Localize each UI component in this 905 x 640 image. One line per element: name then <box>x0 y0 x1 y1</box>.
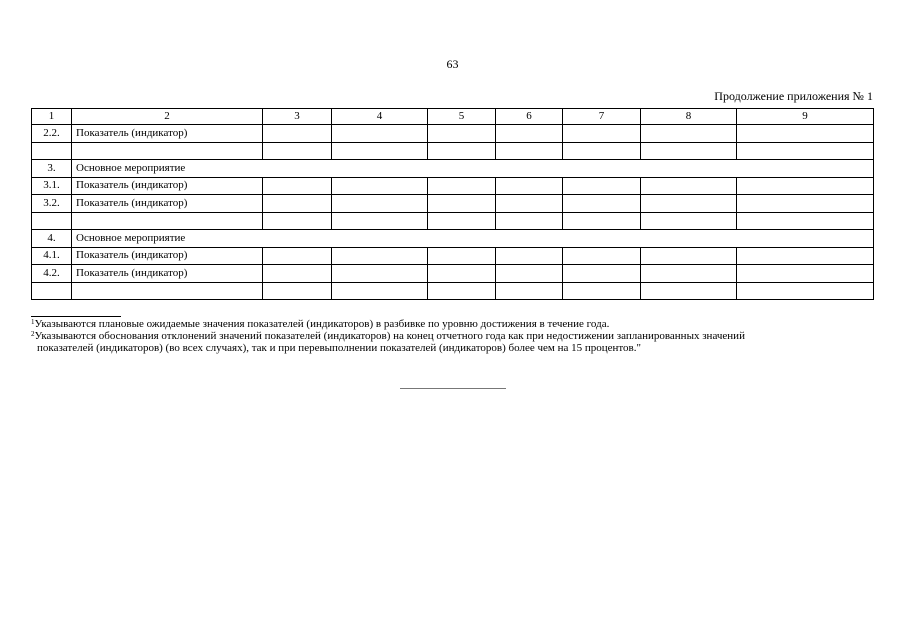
table-cell <box>332 195 428 213</box>
row-text <box>72 212 263 230</box>
row-number: 3.1. <box>32 177 72 195</box>
table-cell <box>263 212 332 230</box>
table-cell <box>263 195 332 213</box>
table-cell <box>332 177 428 195</box>
row-number <box>32 142 72 160</box>
row-number: 4. <box>32 230 72 248</box>
table-cell <box>332 265 428 283</box>
table-cell <box>428 265 496 283</box>
table-cell <box>563 125 641 143</box>
footnote-separator <box>31 316 121 317</box>
table-row <box>32 265 874 283</box>
table-cell <box>641 212 737 230</box>
row-number: 3.2. <box>32 195 72 213</box>
column-header: 6 <box>496 109 563 125</box>
row-text <box>72 282 263 300</box>
column-header: 1 <box>32 109 72 125</box>
table-cell <box>737 195 874 213</box>
footnote-2 <box>31 330 877 354</box>
footnote-mark: 1 <box>31 318 35 326</box>
table-cell <box>263 142 332 160</box>
table-cell <box>496 282 563 300</box>
table-header-row <box>32 109 874 125</box>
table-cell <box>641 195 737 213</box>
table-cell <box>737 142 874 160</box>
table-cell <box>428 177 496 195</box>
footnote-mark: 2 <box>31 330 35 338</box>
table-cell <box>263 282 332 300</box>
table-cell <box>332 125 428 143</box>
table-cell <box>563 247 641 265</box>
row-text: Показатель (индикатор) <box>72 195 263 213</box>
column-header: 7 <box>563 109 641 125</box>
table-cell <box>641 142 737 160</box>
row-text: Показатель (индикатор) <box>72 265 263 283</box>
table-cell <box>737 177 874 195</box>
table-cell <box>563 142 641 160</box>
table-row <box>32 125 874 143</box>
table-cell <box>737 265 874 283</box>
table-row <box>32 247 874 265</box>
column-header: 5 <box>428 109 496 125</box>
footnote-text: Указываются плановые ожидаемые значения показателей (индикаторов) в разбивке по уровню достижения в течение года. <box>34 318 610 330</box>
table-cell <box>428 282 496 300</box>
table-cell <box>737 212 874 230</box>
section-title: Основное мероприятие <box>72 230 874 248</box>
table-cell <box>332 247 428 265</box>
table-cell <box>563 212 641 230</box>
table-cell <box>496 247 563 265</box>
table-row <box>32 195 874 213</box>
column-header: 2 <box>72 109 263 125</box>
table-cell <box>563 265 641 283</box>
footnote-text-continued: показателей (индикаторов) (во всех случаях), так и при перевыполнении показателей (индикаторов) более чем на 15 процентов." <box>37 342 641 354</box>
footnotes <box>31 318 877 354</box>
table-row <box>32 177 874 195</box>
table-cell <box>641 265 737 283</box>
table-row <box>32 212 874 230</box>
row-number <box>32 212 72 230</box>
table-cell <box>428 142 496 160</box>
table-cell <box>332 142 428 160</box>
column-header: 4 <box>332 109 428 125</box>
table-cell <box>641 247 737 265</box>
table-row-section <box>32 160 874 178</box>
table-cell <box>496 265 563 283</box>
page-number: 63 <box>446 57 459 71</box>
table-cell <box>496 177 563 195</box>
table-cell <box>641 125 737 143</box>
row-number: 2.2. <box>32 125 72 143</box>
column-header: 8 <box>641 109 737 125</box>
table-cell <box>496 212 563 230</box>
table-cell <box>263 265 332 283</box>
column-header: 9 <box>737 109 874 125</box>
table-cell <box>496 125 563 143</box>
table-cell <box>428 195 496 213</box>
footnote-1 <box>31 318 877 330</box>
row-text: Показатель (индикатор) <box>72 177 263 195</box>
section-title: Основное мероприятие <box>72 160 874 178</box>
table-cell <box>263 247 332 265</box>
row-number <box>32 282 72 300</box>
table-cell <box>737 282 874 300</box>
table-cell <box>496 142 563 160</box>
table-cell <box>428 212 496 230</box>
table-cell <box>737 125 874 143</box>
row-number: 4.1. <box>32 247 72 265</box>
row-number: 3. <box>32 160 72 178</box>
end-separator <box>400 388 506 389</box>
column-header: 3 <box>263 109 332 125</box>
indicators-table <box>31 108 874 300</box>
table-row <box>32 142 874 160</box>
table-cell <box>263 177 332 195</box>
table-cell <box>737 247 874 265</box>
table-cell <box>428 247 496 265</box>
table-cell <box>332 212 428 230</box>
row-number: 4.2. <box>32 265 72 283</box>
footnote-text: Указываются обоснования отклонений значений показателей (индикаторов) на конец отчетного года как при недостижении запланированных значений <box>34 330 745 342</box>
table-cell <box>563 177 641 195</box>
table-cell <box>332 282 428 300</box>
table-cell <box>641 282 737 300</box>
table-cell <box>563 282 641 300</box>
row-text: Показатель (индикатор) <box>72 125 263 143</box>
row-text: Показатель (индикатор) <box>72 247 263 265</box>
table-row-section <box>32 230 874 248</box>
table-cell <box>563 195 641 213</box>
table-cell <box>428 125 496 143</box>
table-cell <box>641 177 737 195</box>
table-cell <box>496 195 563 213</box>
table-row <box>32 282 874 300</box>
table-cell <box>263 125 332 143</box>
continuation-title: Продолжение приложения № 1 <box>714 89 873 103</box>
row-text <box>72 142 263 160</box>
